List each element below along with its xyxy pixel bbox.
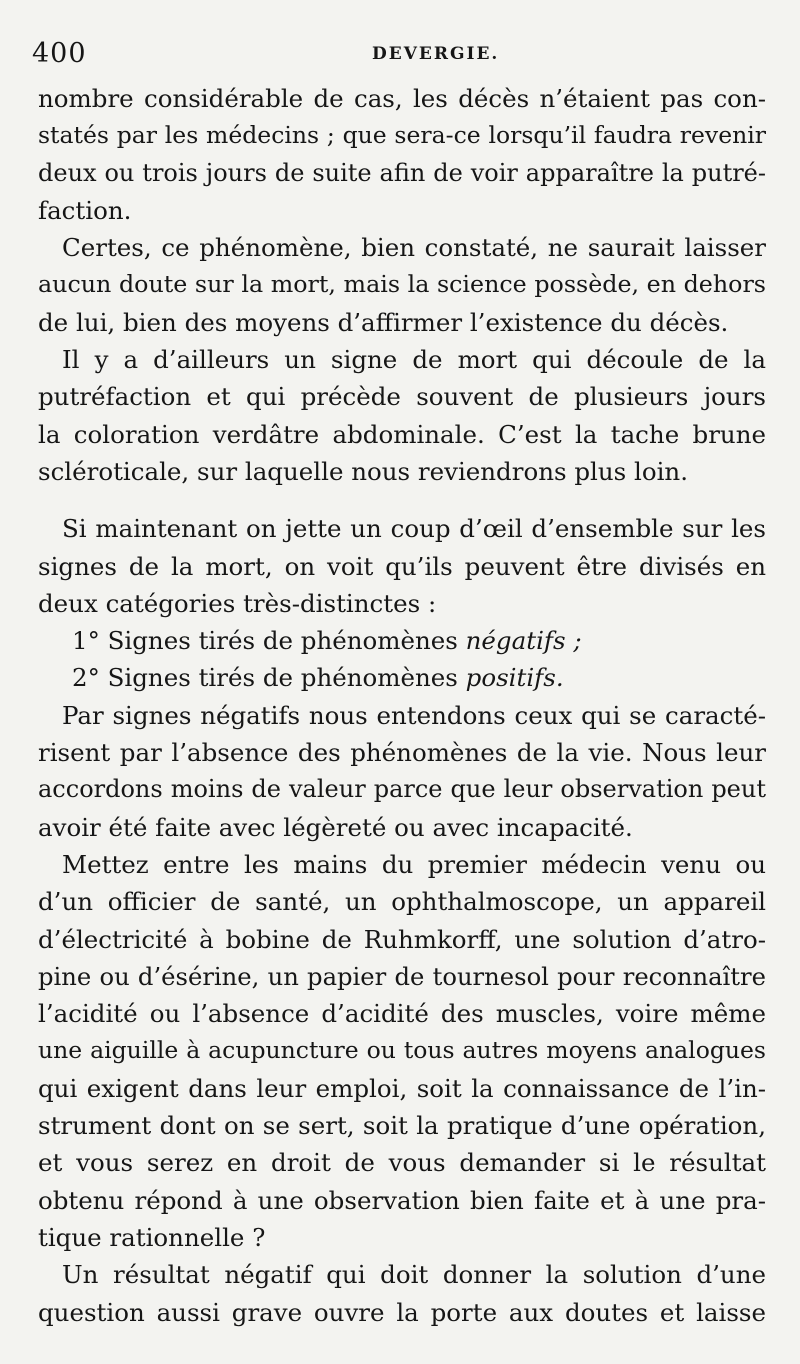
text-line: d’électricité à bobine de Ruhmkorff, une solution d’atro-: [38, 924, 766, 954]
text-line: obtenu répond à une observation bien faite et à une pra-: [38, 1185, 766, 1215]
paragraph-gap: [38, 490, 766, 510]
text-line: Certes, ce phénomène, bien constaté, ne saurait laisser: [62, 233, 766, 263]
text-line: aucun doute sur la mort, mais la science possède, en dehors: [38, 270, 766, 299]
page-number: 400: [32, 38, 87, 69]
text-line: de lui, bien des moyens d’affirmer l’existence du décès.: [38, 307, 729, 337]
text-line: statés par les médecins ; que sera-ce lorsqu’il faudra revenir: [38, 121, 766, 150]
text-line: faction.: [38, 195, 132, 225]
list-item-emphasis: positifs.: [465, 663, 564, 693]
text-line: qui exigent dans leur emploi, soit la connaissance de l’in-: [38, 1073, 766, 1103]
text-line: question aussi grave ouvre la porte aux doutes et laisse: [38, 1297, 766, 1327]
text-line: tique rationnelle ?: [38, 1222, 266, 1252]
text-line: putréfaction et qui précède souvent de plusieurs jours: [38, 382, 766, 412]
list-item-emphasis: négatifs ;: [465, 626, 582, 656]
text-line: avoir été faite avec légèreté ou avec incapacité.: [38, 812, 633, 842]
text-line: Un résultat négatif qui doit donner la solution d’une: [62, 1260, 766, 1290]
text-line: deux catégories très-distinctes :: [38, 588, 437, 618]
body-text: [38, 80, 766, 1331]
text-line: strument dont on se sert, soit la pratique d’une opération,: [38, 1111, 766, 1141]
text-line: Si maintenant on jette un coup d’œil d’ensemble sur les: [62, 514, 766, 544]
text-line: et vous serez en droit de vous demander si le résultat: [38, 1148, 766, 1178]
running-title: DEVERGIE.: [372, 44, 500, 64]
text-line: d’un officier de santé, un ophthalmoscope, un appareil: [38, 887, 766, 917]
list-item-text: 1° Signes tirés de phénomènes: [72, 626, 466, 656]
text-line: Il y a d’ailleurs un signe de mort qui découle de la: [62, 345, 766, 375]
running-header: [32, 38, 772, 72]
text-line: Par signes négatifs nous entendons ceux qui se caracté-: [62, 700, 766, 730]
text-line: la coloration verdâtre abdominale. C’est la tache brune: [38, 419, 766, 449]
text-line: pine ou d’ésérine, un papier de tournesol pour reconnaître: [38, 961, 766, 991]
text-line: signes de la mort, on voit qu’ils peuvent être divisés en: [38, 551, 766, 581]
text-line: scléroticale, sur laquelle nous reviendrons plus loin.: [38, 456, 688, 486]
text-line: deux ou trois jours de suite afin de voir apparaître la putré-: [38, 158, 766, 187]
text-line: l’acidité ou l’absence d’acidité des muscles, voire même: [38, 999, 766, 1029]
text-line: accordons moins de valeur parce que leur observation peut: [38, 775, 766, 804]
list-item: [38, 659, 766, 696]
list-item: [38, 622, 766, 659]
text-line: nombre considérable de cas, les décès n’étaient pas con-: [38, 84, 766, 113]
list-item-text: 2° Signes tirés de phénomènes: [72, 663, 466, 693]
text-line: risent par l’absence des phénomènes de la vie. Nous leur: [38, 738, 766, 768]
text-line: Mettez entre les mains du premier médecin venu ou: [62, 849, 766, 879]
text-line: une aiguille à acupuncture ou tous autres moyens analogues: [38, 1036, 766, 1065]
